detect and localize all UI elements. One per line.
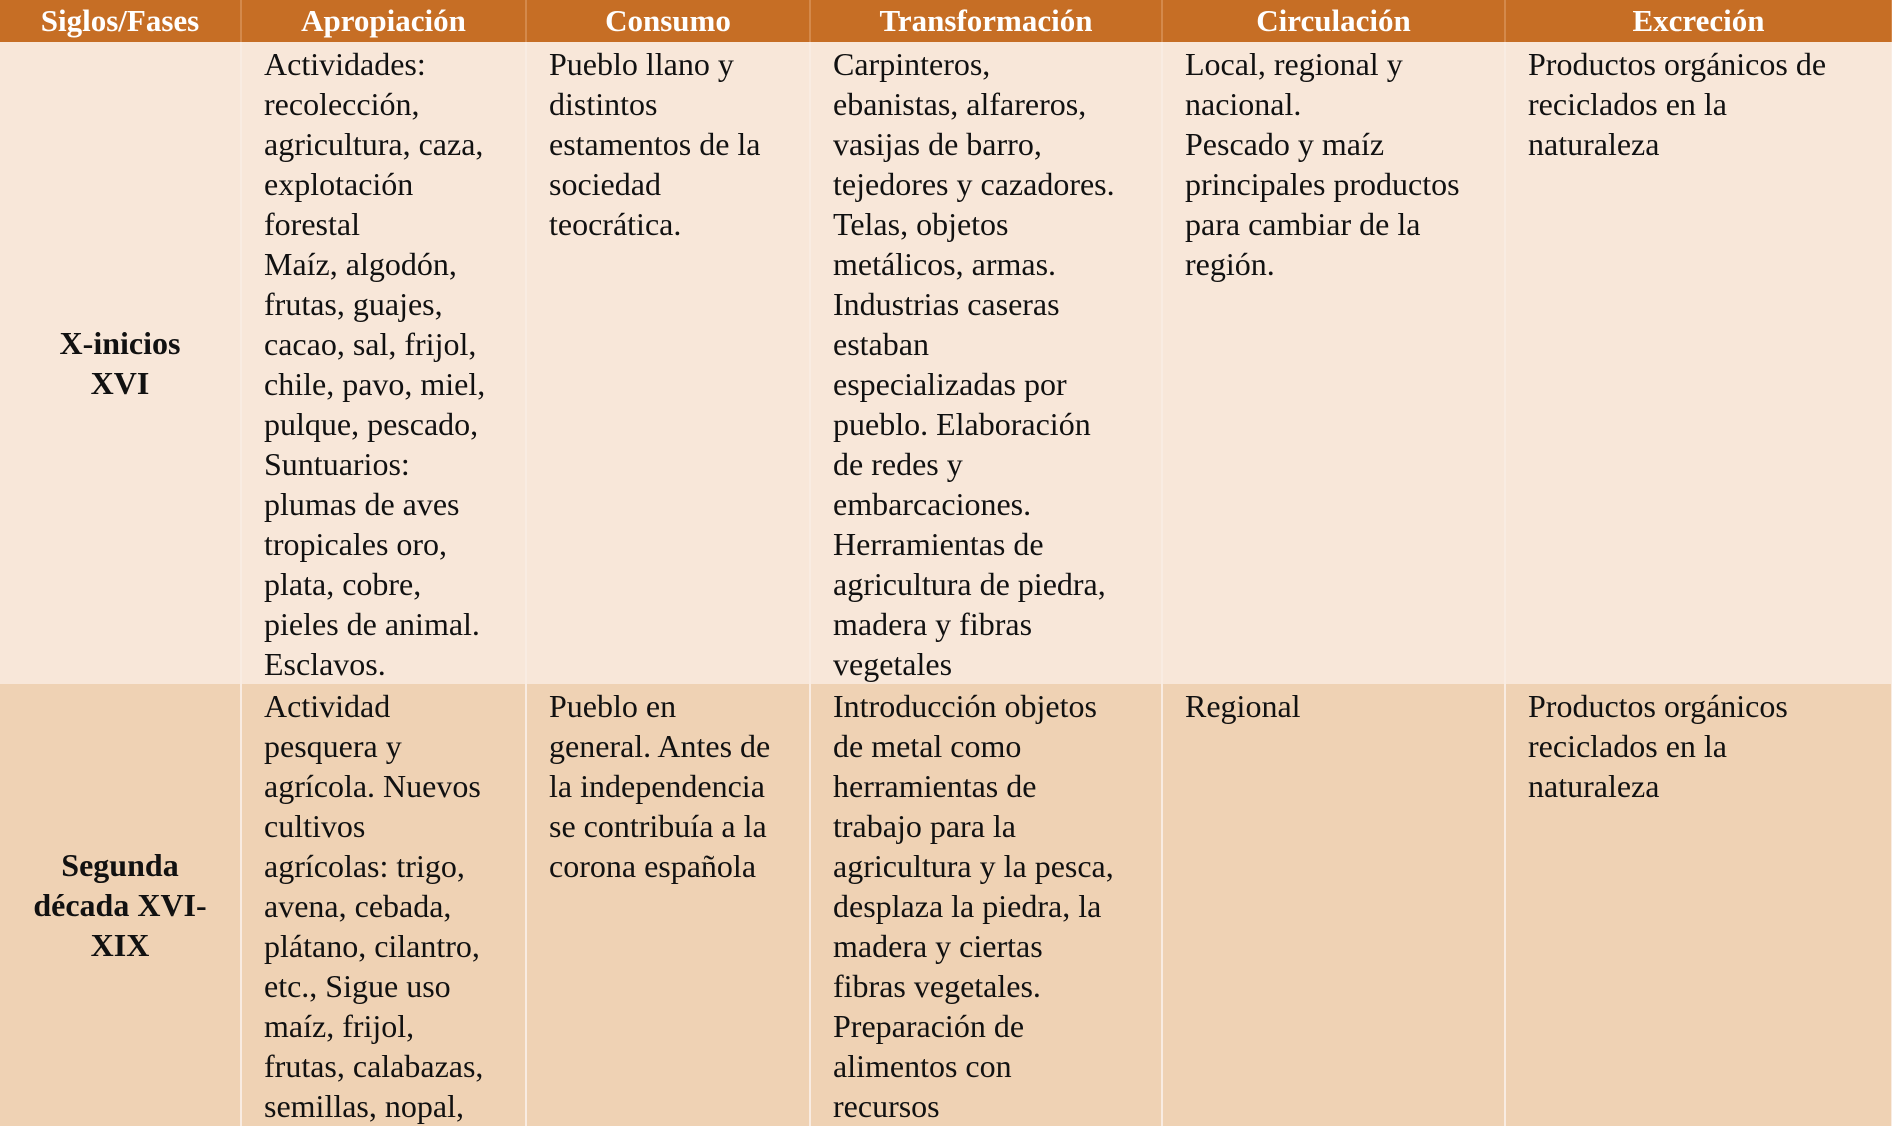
excrecion-cell: Productos orgánicos de reciclados en la naturaleza xyxy=(1505,42,1892,684)
header-row xyxy=(0,0,1892,42)
transformacion-cell: Carpinteros, ebanistas, alfareros, vasijas de barro, tejedores y cazadores. Telas, objetos metálicos, armas. Industrias caseras estaban especializadas por pueblo. Elaboración de redes y embarcaciones. Herramientas de agricultura de piedra, madera y fibras vegetales xyxy=(810,42,1162,684)
table-row xyxy=(0,684,1892,1126)
transformacion-cell: Introducción objetos de metal como herramientas de trabajo para la agricultura y la pesca, desplaza la piedra, la madera y ciertas fibras vegetales. Preparación de alimentos con recursos xyxy=(810,684,1162,1126)
phase-cell: X-inicios XVI xyxy=(0,42,241,684)
header-excrecion: Excreción xyxy=(1505,0,1892,42)
header-siglos-fases: Siglos/Fases xyxy=(0,0,241,42)
circulacion-cell: Local, regional y nacional. Pescado y maíz principales productos para cambiar de la región. xyxy=(1162,42,1505,684)
header-transformacion: Transformación xyxy=(810,0,1162,42)
consumo-cell: Pueblo en general. Antes de la independencia se contribuía a la corona española xyxy=(526,684,810,1126)
consumo-cell: Pueblo llano y distintos estamentos de la sociedad teocrática. xyxy=(526,42,810,684)
header-apropiacion: Apropiación xyxy=(241,0,526,42)
apropiacion-cell: Actividades: recolección, agricultura, caza, explotación forestal Maíz, algodón, frutas, guajes, cacao, sal, frijol, chile, pavo, miel, pulque, pescado, Suntuarios: plumas de aves tropicales oro, plata, cobre, pieles de animal. Esclavos. xyxy=(241,42,526,684)
header-circulacion: Circulación xyxy=(1162,0,1505,42)
phase-cell: Segunda década XVI- XIX xyxy=(0,684,241,1126)
table-row xyxy=(0,42,1892,684)
header-consumo: Consumo xyxy=(526,0,810,42)
apropiacion-cell: Actividad pesquera y agrícola. Nuevos cultivos agrícolas: trigo, avena, cebada, plátano, cilantro, etc., Sigue uso maíz, frijol, frutas, calabazas, semillas, nopal, xyxy=(241,684,526,1126)
excrecion-cell: Productos orgánicos reciclados en la naturaleza xyxy=(1505,684,1892,1126)
circulacion-cell: Regional xyxy=(1162,684,1505,1126)
